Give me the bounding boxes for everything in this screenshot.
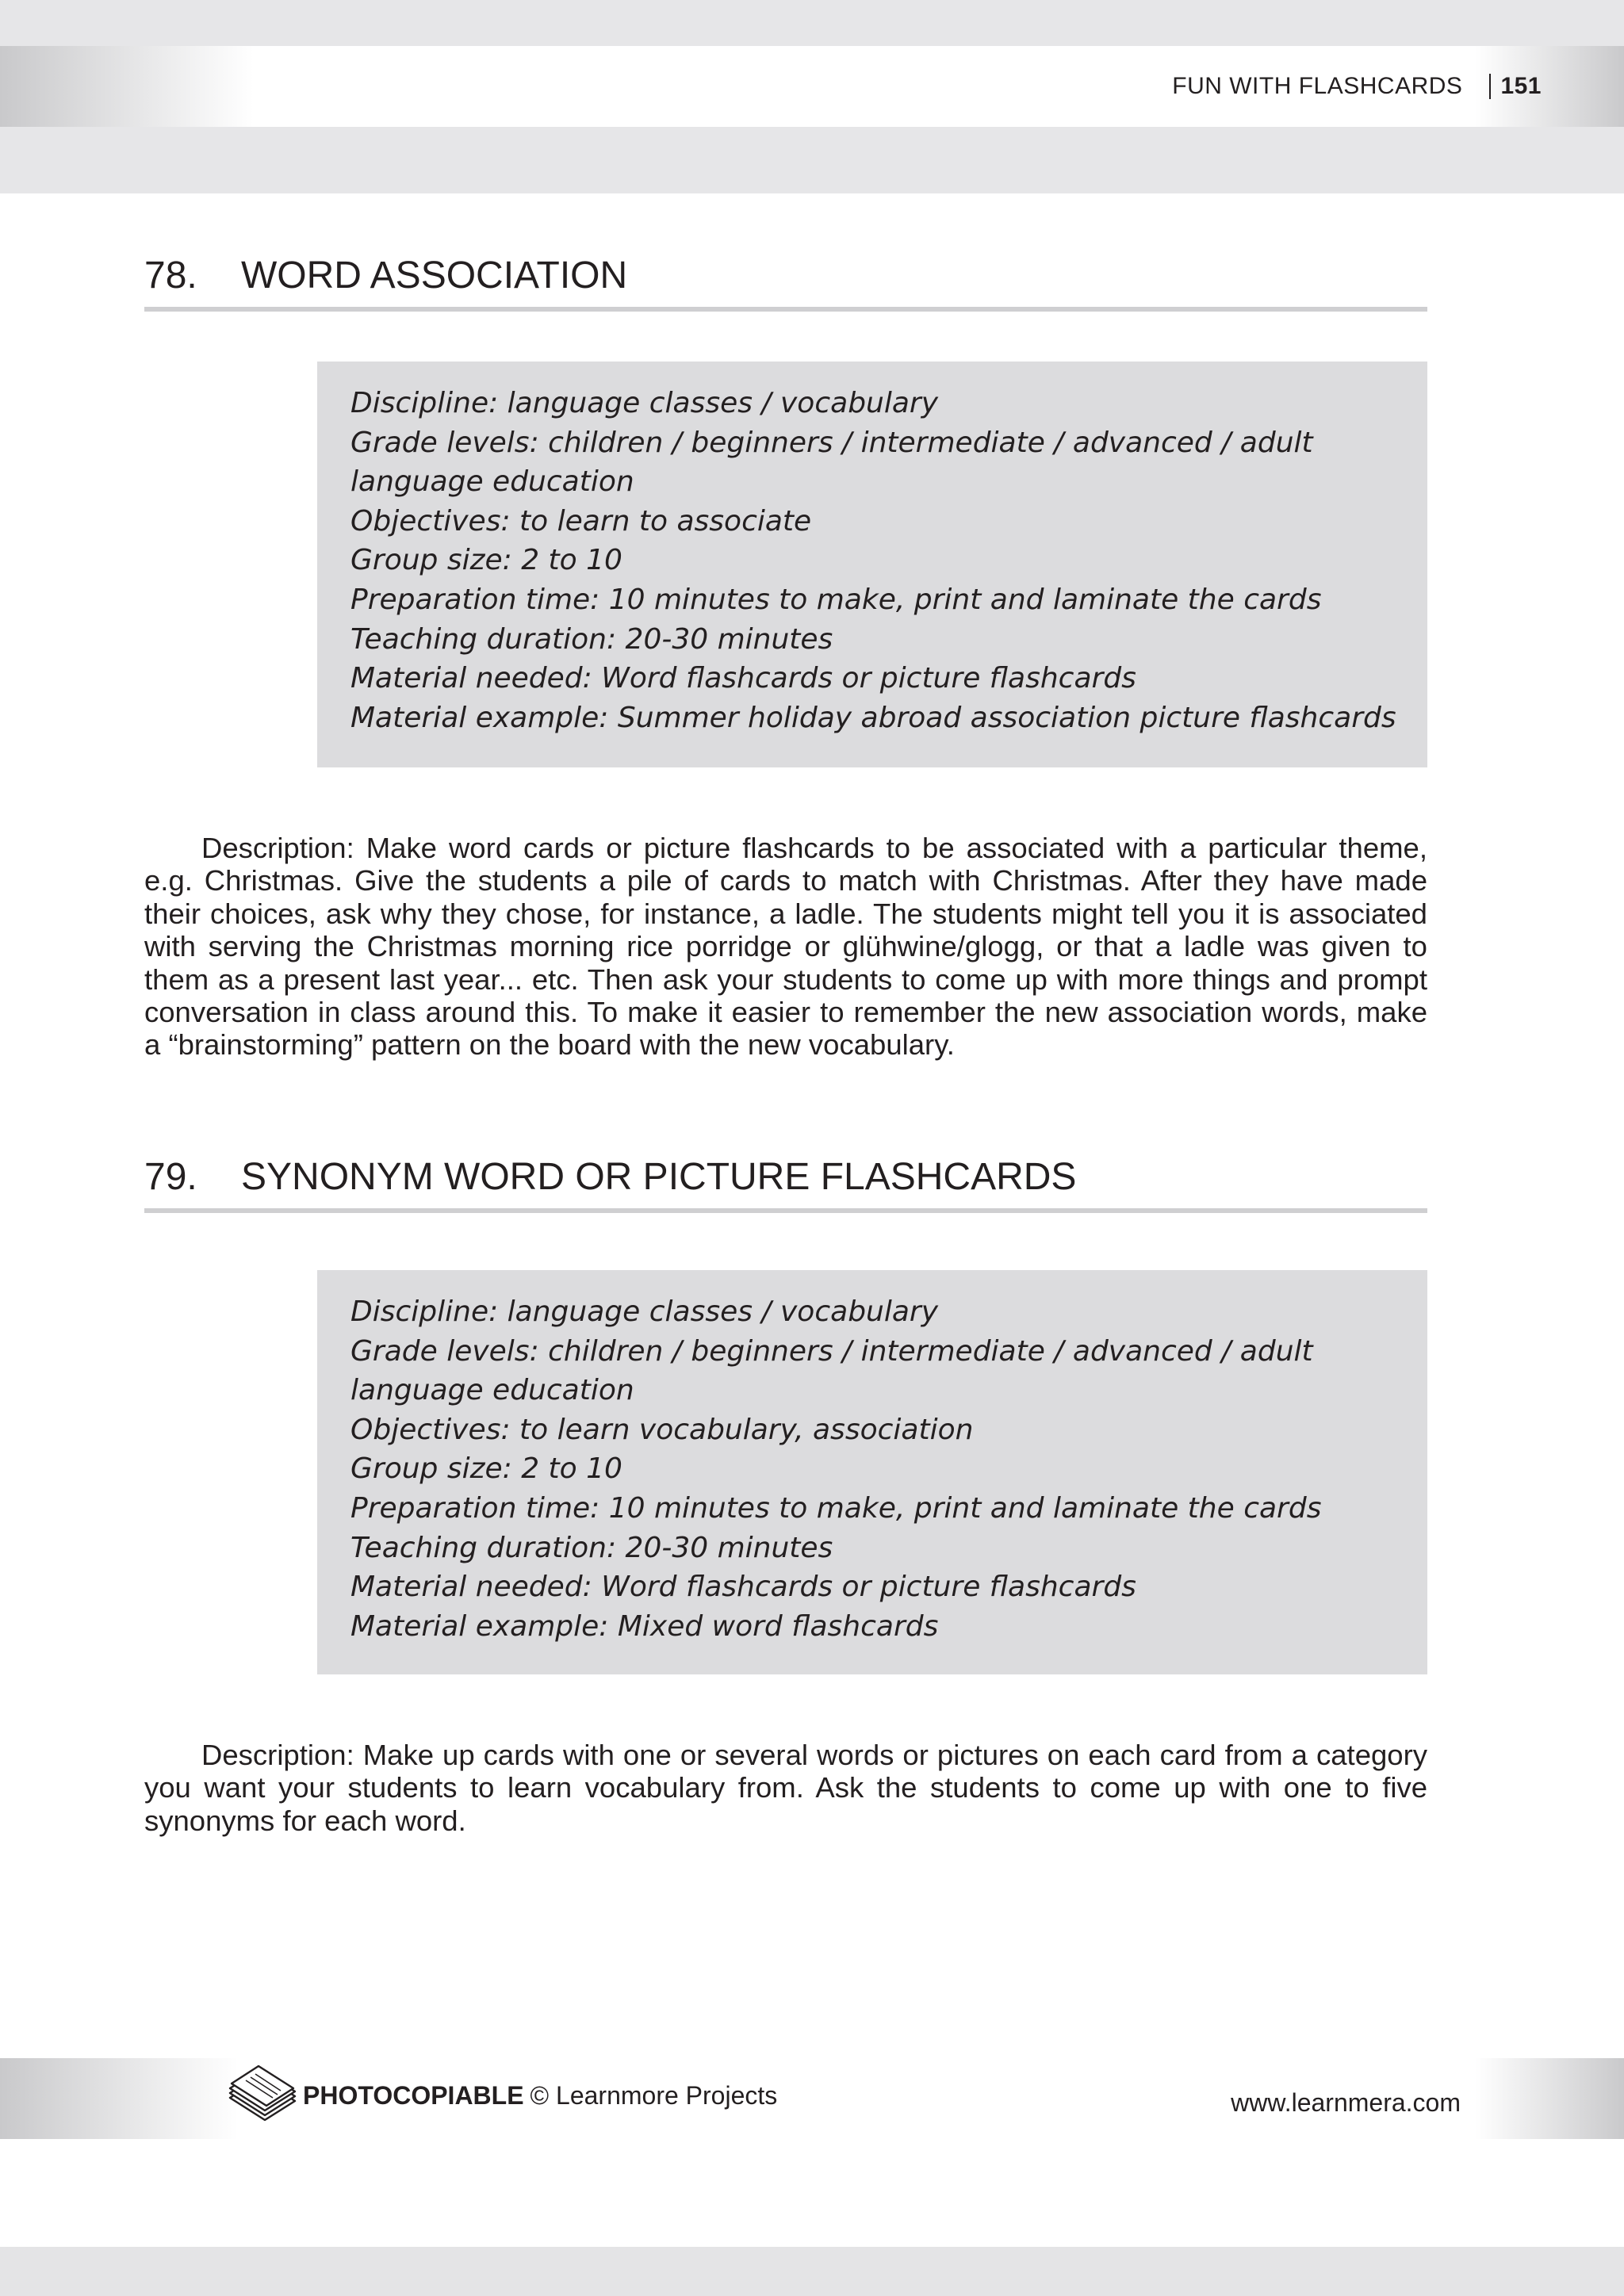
info-teaching-duration: Teaching duration: 20-30 minutes bbox=[350, 1531, 833, 1564]
paper-stack-icon bbox=[224, 2061, 303, 2130]
section-number: 79. bbox=[144, 1156, 197, 1198]
info-objectives: Objectives: to learn vocabulary, association bbox=[350, 1413, 974, 1446]
info-material-needed: Material needed: Word flashcards or picture flashcards bbox=[350, 1571, 1136, 1604]
section-title: SYNONYM WORD OR PICTURE FLASHCARDS bbox=[241, 1156, 1077, 1198]
running-head bbox=[1172, 73, 1542, 100]
info-grade-levels-cont: language education bbox=[350, 465, 634, 499]
info-objectives: Objectives: to learn to associate bbox=[350, 504, 812, 538]
info-grade-levels: Grade levels: children / beginners / intermediate / advanced / adult bbox=[350, 1334, 1313, 1368]
section-number: 78. bbox=[144, 254, 197, 297]
info-material-example: Material example: Summer holiday abroad association picture flashcards bbox=[350, 701, 1396, 734]
info-material-example: Material example: Mixed word flashcards bbox=[350, 1609, 939, 1643]
footer-credit bbox=[224, 2061, 777, 2130]
info-teaching-duration: Teaching duration: 20-30 minutes bbox=[350, 622, 833, 656]
info-preparation-time: Preparation time: 10 minutes to make, print and laminate the cards bbox=[350, 1491, 1322, 1525]
section-title: WORD ASSOCIATION bbox=[241, 254, 628, 297]
section-79-description: Description: Make up cards with one or several words or pictures on each card from a category you want your students to learn vocabulary from. Ask the students to come up with one to five synonyms for each word. bbox=[144, 1739, 1427, 1837]
section-79-heading bbox=[144, 1155, 1427, 1213]
copyright-text: © Learnmore Projects bbox=[530, 2080, 778, 2110]
section-78-heading bbox=[144, 254, 1427, 312]
info-discipline: Discipline: language classes / vocabulary bbox=[350, 1295, 939, 1328]
info-group-size: Group size: 2 to 10 bbox=[350, 544, 622, 577]
info-group-size: Group size: 2 to 10 bbox=[350, 1452, 622, 1486]
photocopiable-label: PHOTOCOPIABLE bbox=[303, 2080, 524, 2110]
section-78-info-box bbox=[317, 362, 1427, 767]
website-url: www.learnmera.com bbox=[1231, 2088, 1461, 2117]
info-discipline: Discipline: language classes / vocabulary bbox=[350, 387, 939, 419]
info-material-needed: Material needed: Word flashcards or picture flashcards bbox=[350, 662, 1136, 695]
bottom-band bbox=[0, 2247, 1624, 2296]
page-number: 151 bbox=[1500, 73, 1542, 99]
info-preparation-time: Preparation time: 10 minutes to make, print and laminate the cards bbox=[350, 583, 1322, 616]
section-78-description: Description: Make word cards or picture flashcards to be associated with a particular theme, e.g. Christmas. Give the students a pile of cards to match with Christmas. After they have made their choices, ask why they chose, for instance, a ladle. The students might tell you it is associated with serving the Christmas morning rice porridge or glühwine/glogg, or that a ladle was given to them as a present last year... etc. Then ask your students to come up with more things and prompt conversation in class around this. To make it easier to remember the new association words, make a “brainstorming” pattern on the board with the new vocabulary. bbox=[144, 832, 1427, 1062]
running-title: FUN WITH FLASHCARDS bbox=[1172, 73, 1463, 99]
section-79-info-box bbox=[317, 1270, 1427, 1674]
header-separator bbox=[1489, 74, 1491, 99]
info-grade-levels-cont: language education bbox=[350, 1374, 634, 1407]
info-grade-levels: Grade levels: children / beginners / intermediate / advanced / adult bbox=[350, 426, 1313, 459]
